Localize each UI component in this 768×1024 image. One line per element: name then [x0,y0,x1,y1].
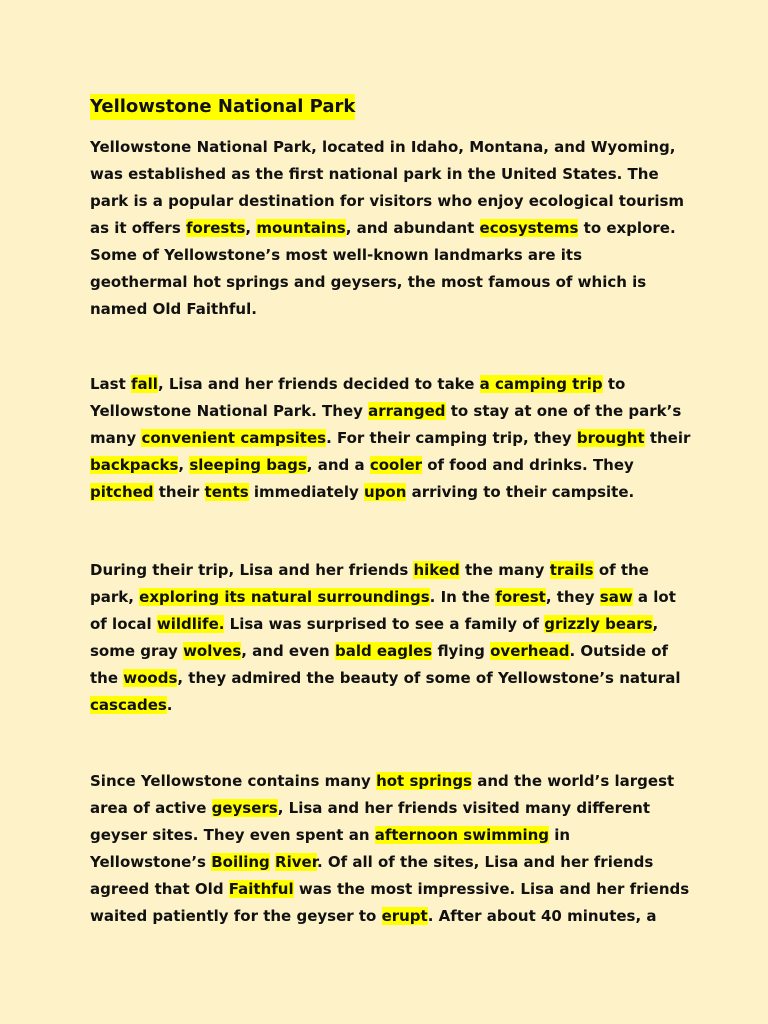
text-line [90,557,690,584]
highlighted-term: mountains [256,219,346,237]
text-line [90,161,690,188]
text-segment: as it offers [90,219,186,237]
text-segment: . For their camping trip, they [326,429,577,447]
highlighted-term: overhead [490,642,570,660]
highlighted-term: exploring its natural surroundings [139,588,430,606]
text-segment: park is a popular destination for visitors who enjoy ecological tourism [90,192,685,210]
text-line [90,269,690,296]
highlighted-term: cooler [369,456,423,474]
text-line [90,665,690,692]
text-segment: their [644,429,691,447]
text-segment: Yellowstone National Park, located in Idaho, Montana, and Wyoming, [90,138,676,156]
text-segment: of the [593,561,649,579]
text-segment: , and a [306,456,370,474]
text-segment: many [90,429,142,447]
text-segment: . After about 40 minutes, a [427,907,657,925]
text-line [90,795,690,822]
highlighted-term: cascades [90,696,167,714]
text-line [90,296,690,323]
highlighted-term: saw [599,588,633,606]
text-line [90,452,690,479]
text-line [90,242,690,269]
text-line [90,822,690,849]
text-segment: geyser sites. They even spent an [90,826,375,844]
highlighted-term: fall [131,375,158,393]
highlighted-term: geysers [211,799,278,817]
text-line [90,584,690,611]
paragraph-hiking [90,557,690,719]
text-segment: . In the [429,588,496,606]
highlighted-term: a camping trip [479,375,603,393]
text-line [90,425,690,452]
text-segment: flying [432,642,491,660]
text-segment: , and even [241,642,335,660]
highlighted-term: brought [576,429,645,447]
text-segment: was the most impressive. Lisa and her friends [293,880,690,898]
text-segment: park, [90,588,140,606]
highlighted-term: convenient campsites [141,429,327,447]
text-segment: to explore. [578,219,676,237]
text-segment: some gray [90,642,184,660]
highlighted-term: wolves [183,642,242,660]
highlighted-term: erupt [381,907,428,925]
highlighted-term: Boiling [211,853,270,871]
highlighted-term: trails [549,561,594,579]
text-line [90,849,690,876]
highlighted-term: upon [363,483,407,501]
text-segment: a lot [632,588,676,606]
highlighted-term: afternoon swimming [374,826,550,844]
text-segment: immediately [248,483,364,501]
text-segment: Yellowstone National Park. They [90,402,369,420]
text-segment: Lisa was surprised to see a family of [224,615,545,633]
text-segment: of local [90,615,157,633]
text-segment: and the world’s largest [472,772,675,790]
text-segment: to stay at one of the park’s [445,402,682,420]
text-segment: , Lisa and her friends decided to take [157,375,480,393]
text-segment: , they [545,588,600,606]
highlighted-term: tents [204,483,249,501]
highlighted-term: woods [123,669,178,687]
text-line [90,215,690,242]
text-segment: , they admired the beauty of some of Yellowstone’s natural [177,669,681,687]
paragraph-geysers [90,768,690,930]
highlighted-term: ecosystems [479,219,579,237]
highlighted-term: hot springs [376,772,472,790]
text-segment: . Of all of the sites, Lisa and her friends [316,853,654,871]
text-line [90,692,690,719]
text-line [90,903,690,930]
document-title: Yellowstone National Park [90,94,355,120]
highlighted-term: forest [495,588,546,606]
text-segment: Some of Yellowstone’s most well-known landmarks are its [90,246,583,264]
text-line [90,638,690,665]
text-segment: . [166,696,173,714]
text-segment: of food and drinks. They [422,456,634,474]
text-segment: , [178,456,190,474]
text-line [90,479,690,506]
text-line [90,398,690,425]
text-segment: Last [90,375,132,393]
text-segment: agreed that Old [90,880,229,898]
text-segment: to [602,375,626,393]
text-segment: was established as the first national park in the United States. The [90,165,659,183]
highlighted-term: grizzly bears [544,615,653,633]
highlighted-term: wildlife. [156,615,225,633]
text-segment: the [90,669,124,687]
text-segment: area of active [90,799,212,817]
text-segment: , [245,219,257,237]
text-segment: named Old Faithful. [90,300,257,318]
text-line [90,188,690,215]
highlighted-term: Faithful [228,880,294,898]
text-line [90,768,690,795]
text-segment: During their trip, Lisa and her friends [90,561,414,579]
highlighted-term: forests [185,219,246,237]
paragraph-camping-trip [90,371,690,506]
text-segment: Yellowstone’s [90,853,212,871]
text-segment: Since Yellowstone contains many [90,772,377,790]
text-segment: their [153,483,205,501]
text-line [90,876,690,903]
text-segment: , Lisa and her friends visited many different [277,799,650,817]
highlighted-term: sleeping bags [189,456,307,474]
text-segment: geothermal hot springs and geysers, the most famous of which is [90,273,647,291]
text-line [90,371,690,398]
text-segment: arriving to their campsite. [406,483,635,501]
highlighted-term: backpacks [90,456,179,474]
paragraph-intro [90,134,690,323]
text-segment: in [549,826,571,844]
text-segment: , and abundant [345,219,480,237]
highlighted-term: bald eagles [334,642,433,660]
highlighted-term: pitched [90,483,154,501]
highlighted-term: hiked [413,561,460,579]
text-line [90,611,690,638]
highlighted-term: River [275,853,317,871]
text-line [90,134,690,161]
text-segment: waited patiently for the geyser to [90,907,382,925]
text-segment: . Outside of [569,642,669,660]
highlighted-term: arranged [368,402,446,420]
text-segment: the many [459,561,550,579]
text-segment: , [652,615,659,633]
